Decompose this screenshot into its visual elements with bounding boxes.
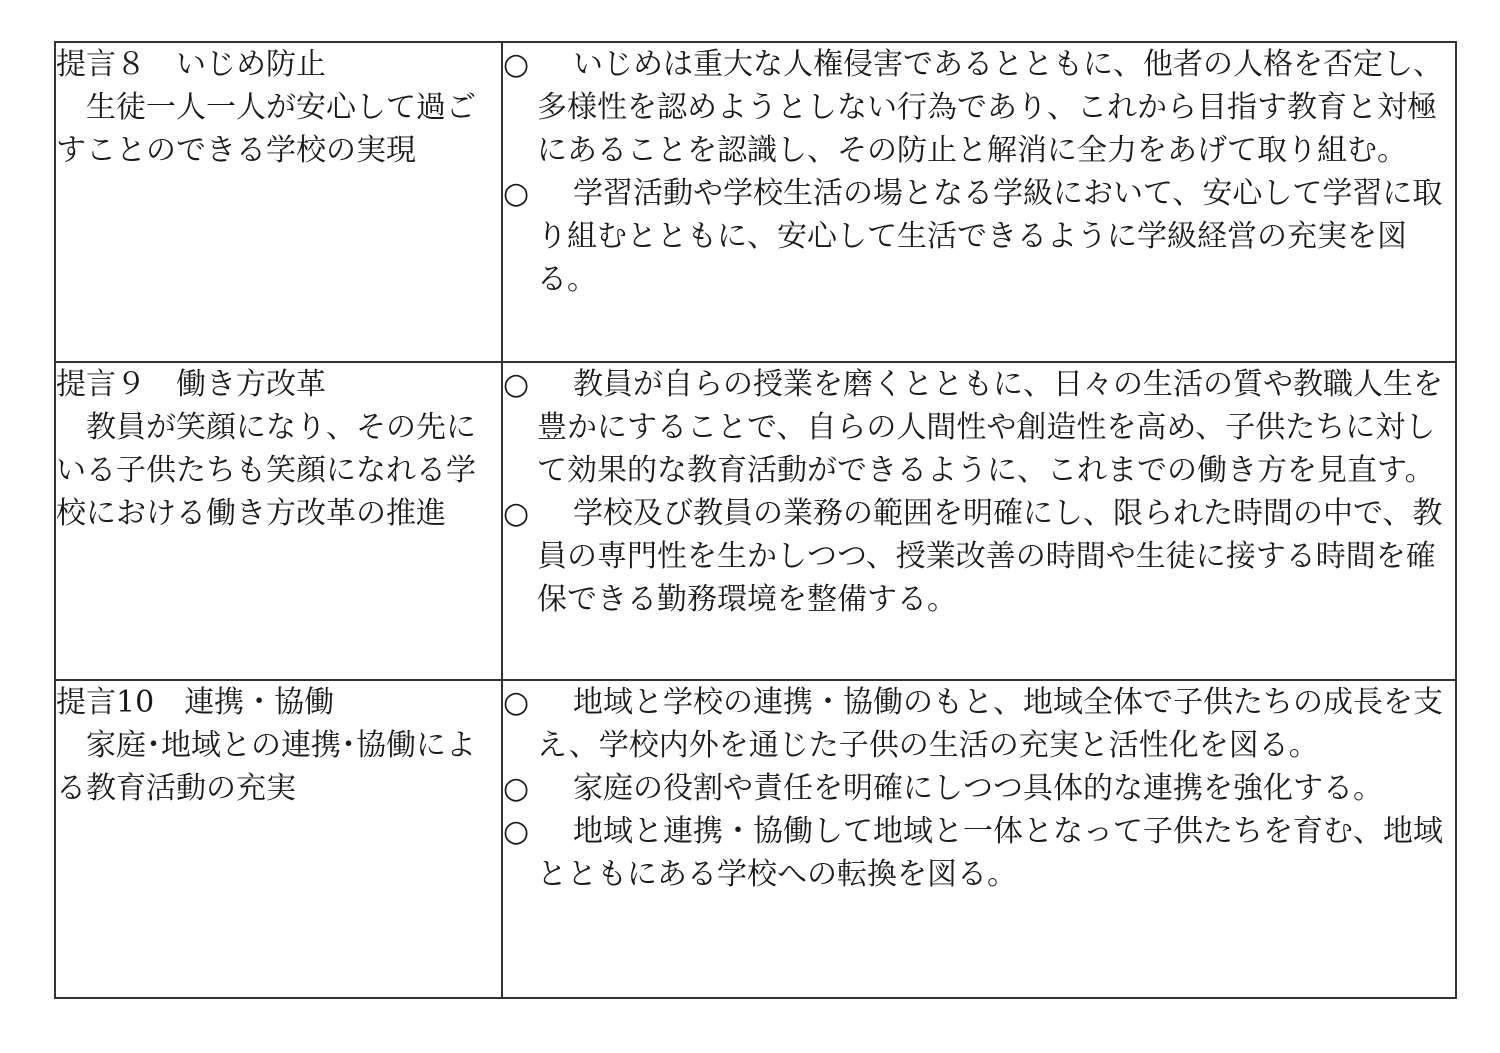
bullet-text: 学習活動や学校生活の場となる学級において、安心して学習に取り組むとともに、安心して生活できるように学級経営の充実を図る。 xyxy=(537,176,1443,297)
proposal-goal: 教員が笑顔になり、その先にいる子供たちも笑顔になれる学校における働き方改革の推進 xyxy=(56,410,476,531)
bullet-text: 地域と連携・協働して地域と一体となって子供たちを育む、地域とともにある学校への転換を図る。 xyxy=(537,814,1443,892)
proposal-number: 提言９ xyxy=(56,367,146,402)
proposal-heading-cell xyxy=(55,362,502,680)
proposal-topic: 働き方改革 xyxy=(176,367,326,402)
bullet-text: 学校及び教員の業務の範囲を明確にし、限られた時間の中で、教員の専門性を生かしつつ、授業改善の時間や生徒に接する時間を確保できる勤務環境を整備する。 xyxy=(537,496,1443,617)
bullet-text: 教員が自らの授業を磨くとともに、日々の生活の質や教職人生を豊かにすることで、自らの人間性や創造性を高め、子供たちに対して効果的な教育活動ができるように、これまでの働き方を見直す。 xyxy=(537,367,1443,488)
circle-bullet-icon: ○ xyxy=(503,771,530,806)
bullet-text: 家庭の役割や責任を明確にしつつ具体的な連携を強化する。 xyxy=(573,771,1383,806)
proposal-goal: 家庭･地域との連携･協働による教育活動の充実 xyxy=(56,728,476,806)
bullet-text: いじめは重大な人権侵害であるとともに、他者の人格を否定し、多様性を認めようとしない行為であり、これから目指す教育と対極にあることを認識し、その防止と解消に全力をあげて取り組む。 xyxy=(537,47,1443,168)
bullet-point xyxy=(503,172,1455,301)
proposal-row xyxy=(55,362,1456,680)
circle-bullet-icon: ○ xyxy=(503,496,530,531)
proposal-number: 提言10 xyxy=(56,685,155,720)
proposal-number: 提言８ xyxy=(56,47,146,82)
circle-bullet-icon: ○ xyxy=(503,367,530,402)
bullet-text: 地域と学校の連携・協働のもと、地域全体で子供たちの成長を支え、学校内外を通じた子供の生活の充実と活性化を図る。 xyxy=(537,685,1443,763)
proposal-points-cell xyxy=(502,680,1456,998)
circle-bullet-icon: ○ xyxy=(503,685,530,720)
circle-bullet-icon: ○ xyxy=(503,814,530,849)
proposal-row xyxy=(55,680,1456,998)
bullet-point xyxy=(503,492,1455,621)
proposal-points-cell xyxy=(502,362,1456,680)
proposal-header xyxy=(56,363,501,406)
bullet-point xyxy=(503,43,1455,172)
proposal-heading-cell xyxy=(55,42,502,362)
proposal-row xyxy=(55,42,1456,362)
proposal-header xyxy=(56,43,501,86)
proposal-points-cell xyxy=(502,42,1456,362)
proposal-heading-cell xyxy=(55,680,502,998)
circle-bullet-icon: ○ xyxy=(503,47,530,82)
circle-bullet-icon: ○ xyxy=(503,176,530,211)
proposal-goal: 生徒一人一人が安心して過ごすことのできる学校の実現 xyxy=(56,90,476,168)
proposals-table xyxy=(54,41,1457,999)
proposal-topic: いじめ防止 xyxy=(176,47,326,82)
proposal-header xyxy=(56,681,501,724)
proposal-topic: 連携・協働 xyxy=(184,685,335,720)
bullet-point xyxy=(503,681,1455,767)
bullet-point xyxy=(503,810,1455,896)
bullet-point xyxy=(503,363,1455,492)
bullet-point xyxy=(503,767,1455,810)
